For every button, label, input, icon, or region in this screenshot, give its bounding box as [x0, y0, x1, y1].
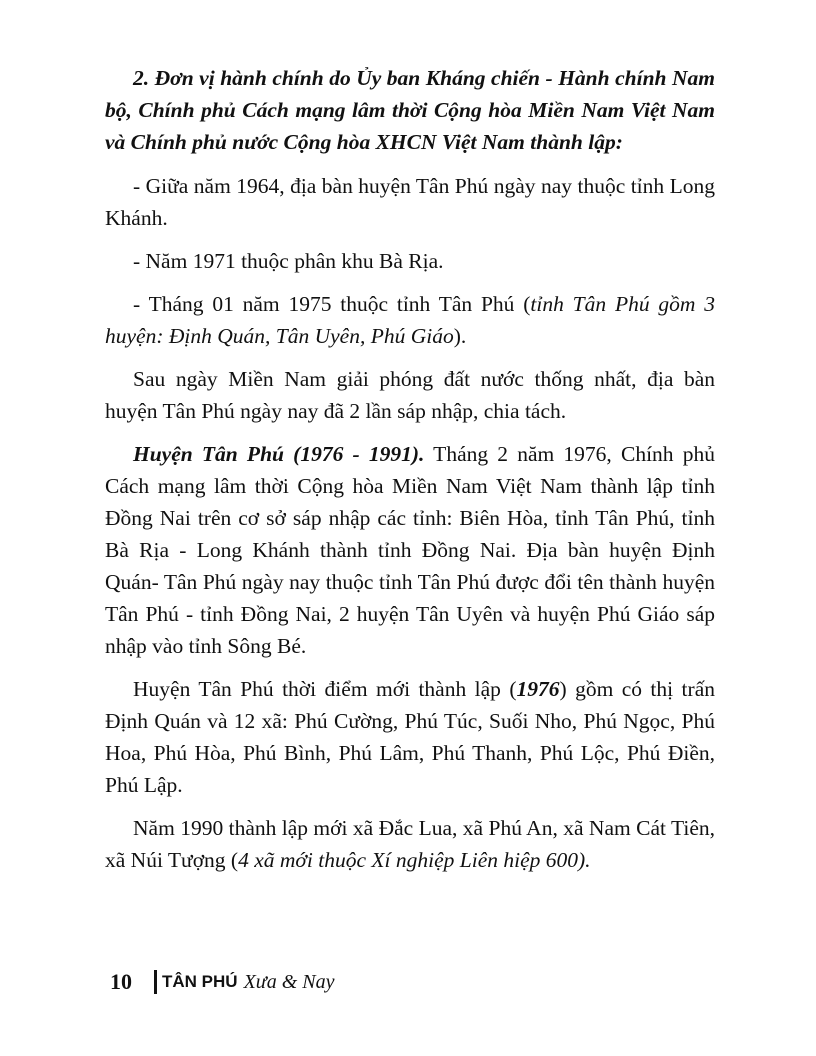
paragraph-1975 [105, 288, 715, 352]
page-footer [110, 967, 334, 997]
paragraph-liberation: Sau ngày Miền Nam giải phóng đất nước thống nhất, địa bàn huyện Tân Phú ngày nay đã 2 lần sáp nhập, chia tách. [105, 367, 715, 423]
paragraph-communes-year: 1976 [516, 677, 560, 701]
paragraph-1990-text: Năm 1990 thành lập mới xã Đắc Lua, xã Phú An, xã Nam Cát Tiên, xã Núi Tượng ( [105, 816, 715, 872]
paragraph-1990 [105, 812, 715, 876]
paragraph-1971: - Năm 1971 thuộc phân khu Bà Rịa. [133, 249, 444, 273]
footer-divider [154, 970, 157, 994]
page-number: 10 [110, 969, 132, 994]
book-title-rest: Xưa & Nay [243, 970, 335, 993]
paragraph-1964: - Giữa năm 1964, địa bàn huyện Tân Phú ngày nay thuộc tỉnh Long Khánh. [105, 174, 715, 230]
paragraph-tan-phu-1976-1991 [105, 438, 715, 662]
book-title-strong: TÂN PHÚ [162, 972, 238, 991]
paragraph-lead: Huyện Tân Phú (1976 - 1991). [133, 442, 425, 466]
paragraph-1975-end: ). [453, 324, 467, 348]
paragraph-communes-start: Huyện Tân Phú thời điểm mới thành lập ( [133, 677, 517, 701]
paragraph-communes-end: ) gồm có thị trấn Định Quán và 12 xã: Phú Cường, Phú Túc, Suối Nho, Phú Ngọc, Phú Hoa, Phú Hòa, Phú Bình, Phú Lâm, Phú Thanh, Phú Lộc, Phú Điền, Phú Lập. [105, 677, 715, 797]
paragraph-1975-text: - Tháng 01 năm 1975 thuộc tỉnh Tân Phú ( [133, 292, 531, 316]
paragraph-1990-italic: 4 xã mới thuộc Xí nghiệp Liên hiệp 600). [238, 848, 591, 872]
paragraph-communes [105, 673, 715, 801]
page-body [105, 62, 715, 887]
section-heading: 2. Đơn vị hành chính do Ủy ban Kháng chiến - Hành chính Nam bộ, Chính phủ Cách mạng lâm thời Cộng hòa Miền Nam Việt Nam và Chính phủ nước Cộng hòa XHCN Việt Nam thành lập: [105, 66, 715, 154]
paragraph-1975-italic: tỉnh Tân Phú gồm 3 huyện: Định Quán, Tân Uyên, Phú Giáo [105, 292, 715, 348]
paragraph-text: Tháng 2 năm 1976, Chính phủ Cách mạng lâm thời Cộng hòa Miền Nam Việt Nam thành lập tỉnh Đồng Nai trên cơ sở sáp nhập các tỉnh: Biên Hòa, tỉnh Tân Phú, tỉnh Bà Rịa - Long Khánh thành tỉnh Đồng Nai. Địa bàn huyện Định Quán- Tân Phú ngày nay thuộc tỉnh Tân Phú được đổi tên thành huyện Tân Phú - tỉnh Đồng Nai, 2 huyện Tân Uyên và huyện Phú Giáo sáp nhập vào tỉnh Sông Bé. [105, 442, 715, 658]
